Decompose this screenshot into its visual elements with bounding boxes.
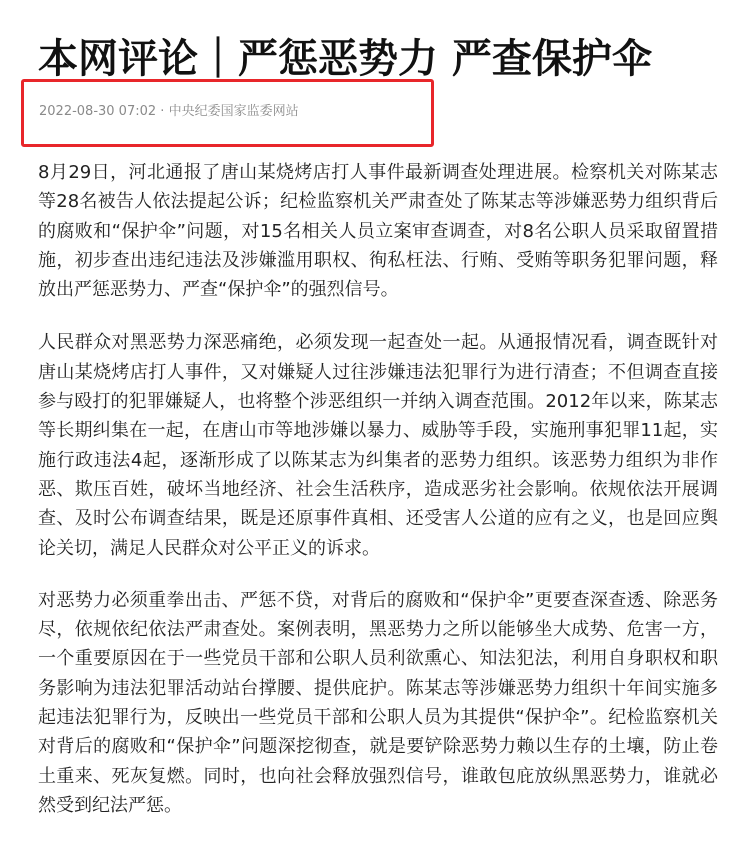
paragraph-2: 人民群众对黑恶势力深恶痛绝，必须发现一起查处一起。从通报情况看，调查既针对唐山某烧烤店打人事件，又对嫌疑人过往涉嫌违法犯罪行为进行清查；不但调查直接参与殴打的犯罪嫌疑人，也将整个涉恶组织一并纳入调查范围。2012年以来，陈某志等长期纠集在一起，在唐山市等地涉嫌以暴力、威胁等手段，实施刑事犯罪11起，实施行政违法4起，逐渐形成了以陈某志为纠集者的恶势力组织。该恶势力组织为非作恶、欺压百姓，破坏当地经济、社会生活秩序，造成恶劣社会影响。依规依法开展调查、及时公布调查结果，既是还原事件真相、还受害人公道的应有之义，也是回应舆论关切，满足人民群众对公平正义的诉求。 [38,332,718,559]
meta-separator: · [156,104,169,119]
article-title: 本网评论｜严惩恶势力 严查保护伞 [38,36,652,82]
source-name: 中央纪委国家监委网站 [168,104,299,119]
publish-date: 2022-08-30 07:02 [39,104,157,119]
article-meta [39,102,299,122]
paragraph-3: 对恶势力必须重拳出击、严惩不贷，对背后的腐败和“保护伞”更要查深查透、除恶务尽，依规依纪依法严肃查处。案例表明，黑恶势力之所以能够坐大成势、危害一方，一个重要原因在于一些党员干部和公职人员利欲熏心、知法犯法，利用自身职权和职务影响为违法犯罪活动站台撑腰、提供庇护。陈某志等涉嫌恶势力组织十年间实施多起违法犯罪行为，反映出一些党员干部和公职人员为其提供“保护伞”。纪检监察机关对背后的腐败和“保护伞”问题深挖彻查，就是要铲除恶势力赖以生存的土壤，防止卷土重来、死灰复燃。同时，也向社会释放强烈信号，谁敢包庇放纵黑恶势力，谁就必然受到纪法严惩。 [38,589,718,816]
paragraph-1: 8月29日，河北通报了唐山某烧烤店打人事件最新调查处理进展。检察机关对陈某志等28名被告人依法提起公诉；纪检监察机关严肃查处了陈某志等涉嫌恶势力组织背后的腐败和“保护伞”问题，对15名相关人员立案审查调查，对8名公职人员采取留置措施，初步查出违纪违法及涉嫌滥用职权、徇私枉法、行贿、受贿等职务犯罪问题，释放出严惩恶势力、严查“保护伞”的强烈信号。 [38,162,718,301]
article-body [38,158,718,844]
